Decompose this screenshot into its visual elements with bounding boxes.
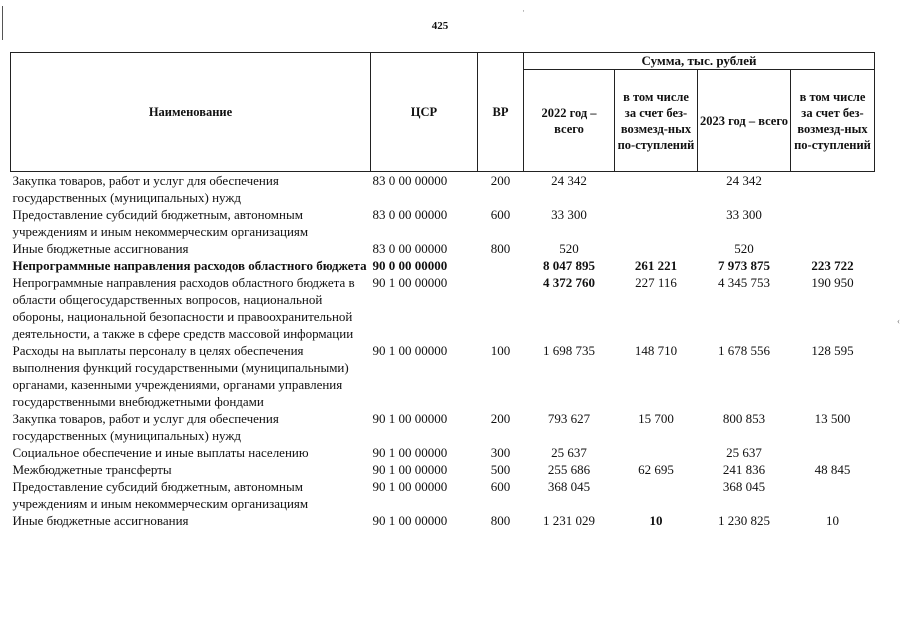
- row-vr: 200: [490, 173, 511, 188]
- row-2022-total: 520: [559, 241, 579, 256]
- row-2023-free: 128 595: [811, 343, 854, 358]
- row-2023-free: [791, 206, 875, 240]
- table-row: [11, 444, 875, 461]
- row-2023-free: 223 722: [811, 258, 854, 273]
- row-2022-total: 4 372 760: [543, 275, 595, 290]
- header-2023-free: в том числе за счет без-возмезд-ных по-ступлений: [791, 70, 875, 172]
- row-name: Расходы на выплаты персоналу в целях обеспечения выполнения функций государственными (муниципальными) органами, казенными учреждениями, органами управления государственными внебюджетными фондами: [12, 343, 349, 409]
- row-2022-free: [615, 206, 698, 240]
- table-row: [11, 172, 875, 207]
- row-2022-free: 15 700: [638, 411, 674, 426]
- row-2022-total: 1 698 735: [543, 343, 595, 358]
- row-csr: 83 0 00 00000: [372, 207, 448, 222]
- table-row: [11, 342, 875, 410]
- row-vr: 500: [490, 462, 511, 477]
- row-2022-free: [615, 444, 698, 461]
- table-row: [11, 206, 875, 240]
- header-name: Наименование: [11, 53, 371, 172]
- row-2023-total: 368 045: [722, 479, 766, 494]
- row-2022-total: 368 045: [547, 479, 591, 494]
- header-csr: ЦСР: [371, 53, 478, 172]
- row-2023-free: 13 500: [814, 411, 851, 426]
- table-body: [11, 172, 875, 530]
- row-vr: [478, 257, 524, 274]
- header-vr: ВР: [478, 53, 524, 172]
- row-csr: 90 1 00 00000: [372, 462, 448, 477]
- row-2023-free: 10: [826, 513, 839, 528]
- header-2022-free: в том числе за счет без-возмезд-ных по-ступлений: [615, 70, 698, 172]
- scan-artifact: ·: [522, 6, 525, 16]
- table-row-subtotal: [11, 257, 875, 274]
- header-sum: Сумма, тыс. рублей: [524, 53, 875, 70]
- row-2023-total: 520: [734, 241, 754, 256]
- row-vr: 600: [490, 479, 511, 494]
- row-name: Предоставление субсидий бюджетным, автономным учреждениям и иным некоммерческим организациям: [12, 207, 309, 239]
- scan-artifact: ‹: [897, 316, 900, 326]
- row-csr: 90 0 00 00000: [372, 258, 448, 273]
- row-2022-total: 793 627: [547, 411, 591, 426]
- row-name: Закупка товаров, работ и услуг для обеспечения государственных (муниципальных) нужд: [12, 173, 279, 205]
- row-2022-total: 25 637: [551, 445, 587, 460]
- row-2023-free: [791, 444, 875, 461]
- row-csr: 90 1 00 00000: [372, 411, 448, 426]
- row-2022-total: 24 342: [551, 173, 587, 188]
- row-vr: 100: [490, 343, 511, 358]
- row-2022-free: [615, 240, 698, 257]
- row-csr: 90 1 00 00000: [372, 445, 448, 460]
- page-number: 425: [431, 20, 449, 32]
- row-2023-total: 4 345 753: [718, 275, 770, 290]
- row-2022-free: [615, 172, 698, 207]
- row-name: Закупка товаров, работ и услуг для обеспечения государственных (муниципальных) нужд: [12, 411, 279, 443]
- row-name: Непрограммные направления расходов областного бюджета: [12, 258, 367, 273]
- row-2022-free: 62 695: [638, 462, 674, 477]
- header-2022-total: 2022 год – всего: [524, 70, 615, 172]
- header-2023-total: 2023 год – всего: [698, 70, 791, 172]
- row-2023-total: 7 973 875: [718, 258, 770, 273]
- row-2023-total: 25 637: [726, 445, 762, 460]
- row-2023-total: 241 836: [722, 462, 766, 477]
- table-row: [11, 410, 875, 444]
- table-row: [11, 478, 875, 512]
- table-row: [11, 274, 875, 342]
- row-2023-free: [791, 240, 875, 257]
- row-name: Иные бюджетные ассигнования: [12, 241, 189, 256]
- table-row: [11, 461, 875, 478]
- row-2022-free: 10: [649, 513, 663, 528]
- row-2023-total: 33 300: [726, 207, 762, 222]
- row-vr: 800: [490, 241, 511, 256]
- row-2022-free: 227 116: [635, 275, 677, 290]
- row-2023-total: 800 853: [722, 411, 766, 426]
- table-row: [11, 512, 875, 529]
- row-2023-total: 1 230 825: [718, 513, 770, 528]
- table-row: [11, 240, 875, 257]
- row-name: Иные бюджетные ассигнования: [12, 513, 189, 528]
- row-2023-total: 1 678 556: [718, 343, 770, 358]
- row-2023-free: 48 845: [814, 462, 851, 477]
- row-2022-total: 1 231 029: [543, 513, 595, 528]
- row-2022-total: 33 300: [551, 207, 587, 222]
- row-csr: 83 0 00 00000: [372, 241, 448, 256]
- row-vr: 800: [490, 513, 511, 528]
- row-csr: 83 0 00 00000: [372, 173, 448, 188]
- row-2023-free: [791, 478, 875, 512]
- row-vr: [478, 274, 524, 342]
- row-name: Предоставление субсидий бюджетным, автономным учреждениям и иным некоммерческим организациям: [12, 479, 309, 511]
- row-csr: 90 1 00 00000: [372, 275, 448, 290]
- row-2022-total: 255 686: [547, 462, 591, 477]
- row-2023-free: 190 950: [811, 275, 854, 290]
- row-vr: 200: [490, 411, 511, 426]
- row-2023-free: [791, 172, 875, 207]
- row-name: Социальное обеспечение и иные выплаты населению: [12, 445, 309, 460]
- row-csr: 90 1 00 00000: [372, 479, 448, 494]
- row-vr: 600: [490, 207, 511, 222]
- row-2023-total: 24 342: [726, 173, 762, 188]
- row-csr: 90 1 00 00000: [372, 343, 448, 358]
- budget-table: [10, 52, 875, 529]
- row-csr: 90 1 00 00000: [372, 513, 448, 528]
- row-2022-free: 148 710: [634, 343, 678, 358]
- row-2022-free: [615, 478, 698, 512]
- row-name: Межбюджетные трансферты: [12, 462, 172, 477]
- row-2022-free: 261 221: [634, 258, 678, 273]
- table-header: [11, 53, 875, 172]
- row-vr: 300: [490, 445, 511, 460]
- row-2022-total: 8 047 895: [543, 258, 595, 273]
- row-name: Непрограммные направления расходов областного бюджета в области общегосударственных вопросов, национальной обороны, национальной безопасности и правоохранительной деятельности, а также в сфере средств массовой информации: [12, 275, 355, 341]
